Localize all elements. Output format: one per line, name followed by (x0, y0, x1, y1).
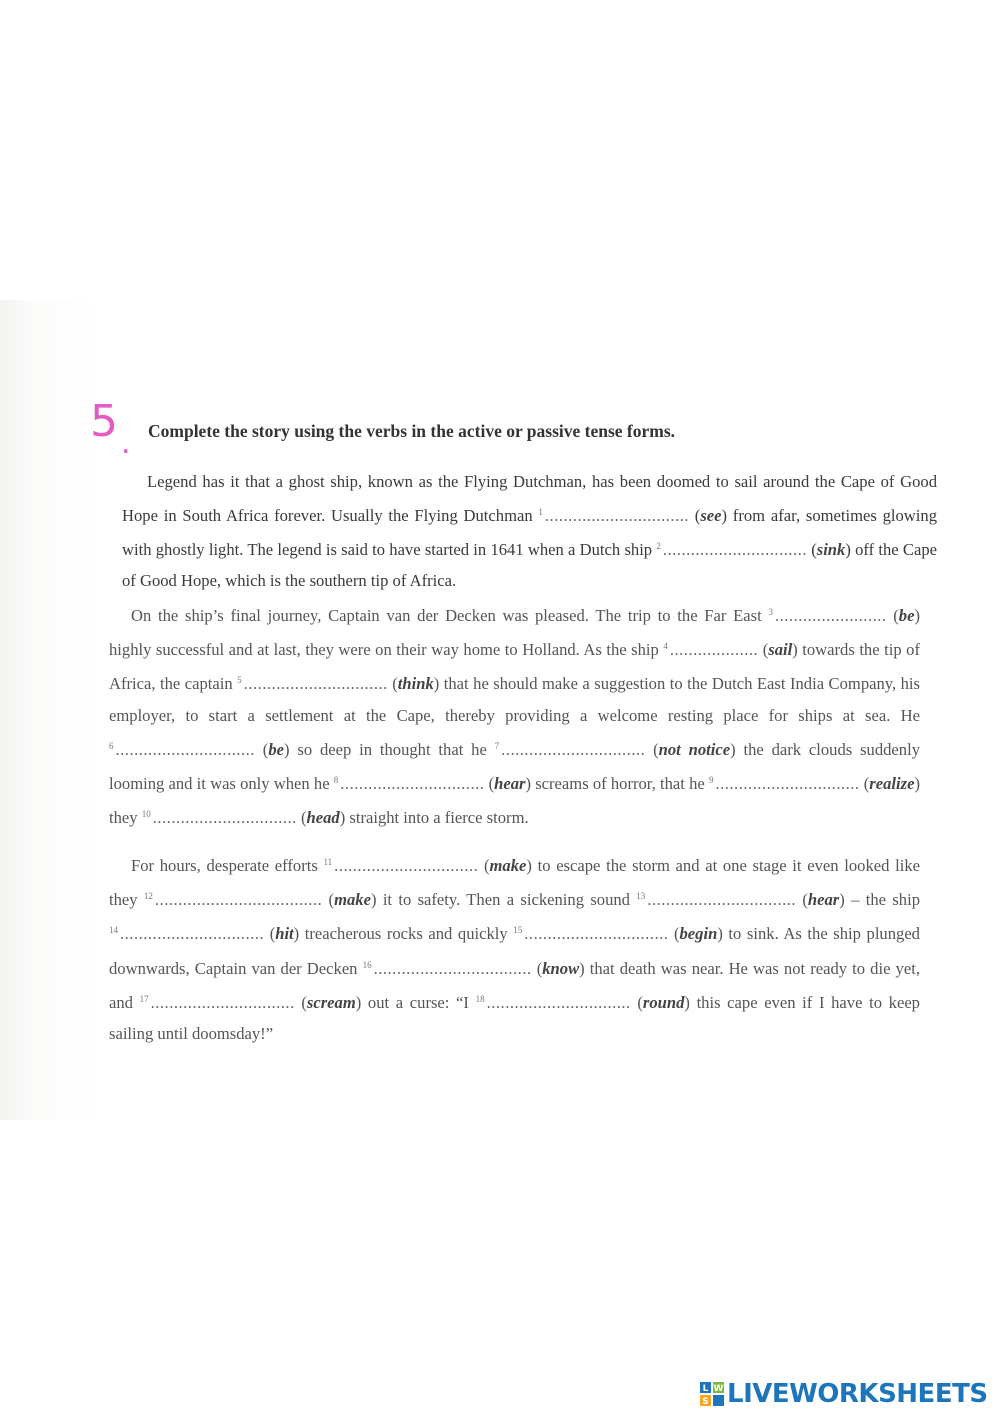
gap-number: 4 (663, 641, 668, 652)
answer-gap[interactable] (237, 674, 388, 693)
story-text: that death was near. He was not ready to die yet, and (109, 958, 920, 1012)
gap-number: 11 (323, 857, 333, 867)
exercise-number: 5 (90, 396, 118, 447)
answer-gap[interactable] (140, 993, 295, 1012)
answer-gap[interactable] (334, 774, 485, 793)
logo-letter: L (702, 1384, 709, 1394)
answer-gap[interactable] (656, 540, 807, 559)
story-paragraph-2: On the ship’s final journey, Captain van der Decken was pleased. The trip to the Far East $^3$ ........................ (be) highly successful and at last, they were on their way home to Holland. As the ship $^4$ ................... (sail) towards the tip of Africa, the captain $^5$ ............................... (think) that he should make a suggestion to the Dutch East India Company, his employer, to start a settlement at the Cape, thereby providing a welcome resting place for ships at sea. He $^6$ .............................. (be) so deep in thought that he $^7$ ............................... (not notice) the dark clouds suddenly looming and it was only when he $^8$ ............................... (hear) screams of horror, that he $^9$ ............................... (realize) they $^{10}$ ............................... (head) straight into a fierce storm. (109, 606, 920, 828)
gap-blank[interactable]: ............................... (486, 992, 631, 1012)
gap-number: 9 (708, 775, 714, 786)
gap-blank[interactable]: ............................... (340, 774, 485, 794)
verb-hint: make (489, 856, 527, 875)
gap-blank[interactable]: ................... (669, 640, 759, 660)
verb-hint: be (898, 606, 915, 625)
gap-blank[interactable]: .................................... (154, 890, 323, 910)
liveworksheets-brand (700, 1378, 988, 1410)
answer-gap[interactable] (538, 506, 689, 525)
answer-gap[interactable] (768, 606, 886, 625)
answer-gap[interactable] (476, 993, 631, 1012)
story-text: – the ship (844, 890, 920, 910)
exercise-number-dot: . (121, 426, 131, 461)
story-text: to escape the storm and at one stage it even looked like they (109, 856, 920, 910)
answer-gap[interactable] (142, 808, 297, 827)
story-text: off the Cape of Good Hope, which is the southern tip of Africa. (122, 540, 937, 590)
gap-number: 2 (656, 541, 661, 551)
answer-gap[interactable] (109, 924, 264, 943)
answer-gap[interactable] (513, 924, 668, 943)
verb-hint: sail (768, 640, 793, 660)
gap-blank[interactable]: ............................... (501, 739, 646, 759)
verb-hint: scream (306, 992, 356, 1012)
story-text: the dark clouds suddenly looming and it was only when he (109, 739, 920, 794)
story-text: that he should make a suggestion to the Dutch East India Company, his employer, to start a settlement at the Cape, thereby providing a welcome resting place for ships at sea. He (109, 674, 920, 725)
verb-hint: begin (679, 924, 718, 944)
logo-letter: W (713, 1384, 724, 1394)
answer-gap[interactable] (495, 740, 646, 759)
verb-hint: make (334, 890, 371, 910)
story-text: treacherous rocks and quickly (299, 924, 514, 944)
gap-blank[interactable]: .................................. (373, 958, 532, 978)
story-text: highly successful and at last, they were on their way home to Holland. As the ship (109, 640, 664, 660)
gap-blank[interactable]: ............................... (334, 856, 479, 875)
verb-hint: hear (494, 774, 526, 794)
answer-gap[interactable] (363, 959, 532, 978)
answer-gap[interactable] (324, 856, 479, 875)
gap-number: 8 (333, 775, 339, 786)
gap-blank[interactable]: ............................... (715, 774, 860, 794)
verb-hint: see (700, 506, 722, 525)
liveworksheets-logo-icon (700, 1382, 724, 1406)
answer-gap[interactable] (663, 640, 758, 659)
gap-number: 13 (636, 891, 646, 902)
gap-number: 15 (513, 925, 523, 936)
gap-blank[interactable]: .............................. (115, 739, 255, 759)
gap-number: 3 (768, 607, 773, 617)
verb-hint: know (542, 958, 580, 978)
verb-hint: not notice (658, 739, 731, 759)
story-text: this cape even if I have to keep sailing until doomsday!” (109, 992, 920, 1044)
gap-blank[interactable]: ............................... (243, 674, 388, 694)
verb-hint: think (397, 674, 434, 694)
gap-blank[interactable]: ............................... (662, 540, 807, 559)
gap-number: 16 (362, 959, 372, 970)
story-text: screams of horror, that he (531, 774, 709, 794)
gap-number: 17 (139, 993, 149, 1004)
gap-number: 18 (475, 993, 485, 1004)
verb-hint: realize (869, 774, 915, 794)
gap-blank[interactable]: ............................... (120, 924, 265, 944)
story-text: they (109, 808, 142, 828)
answer-gap[interactable] (144, 890, 322, 909)
gap-number: 7 (494, 740, 500, 751)
gap-number: 1 (538, 507, 543, 517)
story-text: Legend has it that a ghost ship, known as the Flying Dutchman, has been doomed to sail around the Cape of Good Hope in South Africa forever. Usually the Flying Dutchman (122, 472, 937, 525)
gap-blank[interactable]: ............................... (150, 992, 295, 1012)
gap-blank[interactable]: ............................... (544, 506, 690, 525)
story-text: so deep in thought that he (289, 739, 495, 759)
gap-blank[interactable]: ................................ (647, 890, 797, 910)
gap-blank[interactable]: ........................ (774, 606, 887, 625)
gap-number: 14 (109, 925, 118, 936)
gap-blank[interactable]: ............................... (152, 808, 297, 828)
story-text: to sink. As the ship plunged downwards, Captain van der Decken (109, 924, 920, 978)
verb-hint: hear (807, 890, 840, 910)
verb-hint: round (642, 992, 685, 1012)
answer-gap[interactable] (709, 774, 860, 793)
brand-name: LIVEWORKSHEETS (727, 1379, 988, 1409)
gap-blank[interactable]: ............................... (524, 924, 669, 944)
story-text: For hours, desperate efforts (131, 856, 324, 875)
answer-gap[interactable] (636, 890, 796, 909)
story-text: towards the tip of Africa, the captain (109, 640, 920, 694)
story-text: it to safety. Then a sickening sound (376, 890, 637, 910)
verb-hint: head (306, 808, 340, 828)
story-text: straight into a fierce storm. (345, 808, 529, 828)
story-paragraph-1: Legend has it that a ghost ship, known as the Flying Dutchman, has been doomed to sail around the Cape of Good Hope in South Africa forever. Usually the Flying Dutchman $^1$ ............................... (see) from afar, sometimes glowing with ghostly light. The legend is said to have started in 1641 when a Dutch ship $^2$ ............................... (sink) off the Cape of Good Hope, which is the southern tip of Africa. (122, 472, 937, 590)
gap-number: 5 (237, 675, 242, 686)
logo-letter: S (702, 1397, 709, 1406)
gap-number: 6 (109, 740, 114, 751)
story-text: On the ship’s final journey, Captain van der Decken was pleased. The trip to the Far East (131, 606, 769, 625)
verb-hint: be (268, 739, 284, 759)
verb-hint: hit (275, 924, 294, 944)
story-text: out a curse: “I (361, 992, 476, 1012)
gap-number: 12 (143, 891, 153, 902)
answer-gap[interactable] (109, 740, 255, 759)
verb-hint: sink (816, 540, 846, 559)
story-paragraph-3: For hours, desperate efforts $^{11}$ ............................... (make) to escape the storm and at one stage it even looked like they $^{12}$ .................................... (make) it to safety. Then a sickening sound $^{13}$ ................................ (hear) – the ship $^{14}$ ............................... (hit) treacherous rocks and quickly $^{15}$ ............................... (begin) to sink. As the ship plunged downwards, Captain van der Decken $^{16}$ .................................. (know) that death was near. He was not ready to die yet, and $^{17}$ ............................... (scream) out a curse: “I $^{18}$ ............................... (round) this cape even if I have to keep sailing until doomsday!” (109, 856, 920, 1044)
gap-number: 10 (141, 809, 151, 820)
story-text: from afar, sometimes glowing with ghostly light. The legend is said to have started in 1641 when a Dutch ship (122, 506, 937, 559)
exercise-instruction: Complete the story using the verbs in the active or passive tense forms. (148, 421, 676, 441)
